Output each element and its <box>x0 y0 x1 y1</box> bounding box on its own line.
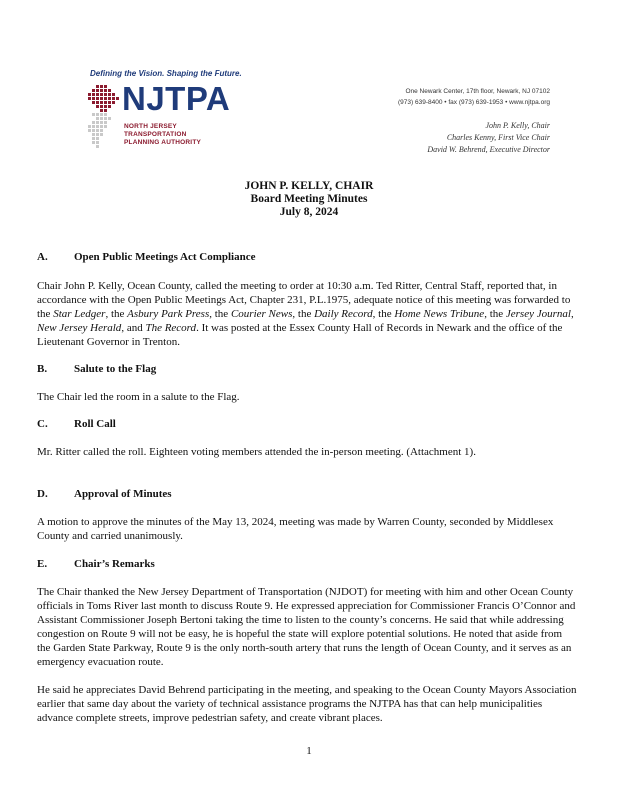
publication-name: Jersey Journal <box>505 308 571 320</box>
section-d-text: A motion to approve the minutes of the May 13, 2024, meeting was made by Warren County, seconded by Middlesex County and carried unanimously. <box>37 516 554 542</box>
publication-name: Star Ledger <box>53 308 106 320</box>
page-number: 1 <box>306 745 312 757</box>
section-c-text: Mr. Ritter called the roll. Eighteen voting members attended the in-person meeting. (Attachment 1). <box>37 446 476 458</box>
section-e-text-2: He said he appreciates David Behrend participating in the meeting, and speaking to the Ocean County Mayors Association earlier that same day about the variety of technical assistance programs the NJTPA has that can help municipalities advance complete streets, improve pedestrian safety, and create vibrant places. <box>37 684 577 724</box>
address-block <box>398 86 550 108</box>
officers-list <box>427 120 550 156</box>
section-letter: A. <box>37 251 48 263</box>
publication-name: The Record <box>145 322 197 334</box>
section-letter: B. <box>37 363 48 375</box>
publication-name: New Jersey Herald <box>37 322 122 334</box>
publication-name: Home News Tribune <box>394 308 485 320</box>
section-e-text-1: The Chair thanked the New Jersey Department of Transportation (NJDOT) for meeting with him and other Ocean County officials in Toms River last month to discuss Route 9. He expressed appreciation for Commissioner Francis O’Connor and Assistant Commissioner Joseph Bertoni taking the time to listen to the county’s concerns. He said that while addressing congestion on Route 9 will not be easy, he is hopeful the state will explore potential solutions. He noted that aside from the Garden State Parkway, Route 9 is the only north-south artery that runs the length of Ocean County, and it serves as an emergency evacuation route. <box>37 586 576 668</box>
logo-sub-line: TRANSPORTATION <box>124 131 187 138</box>
nj-map-logo-icon <box>84 83 124 155</box>
text-run: . It was posted at the Essex County Hall of Records in Newark and the office of the Lieutenant Governor in Trenton. <box>37 322 563 348</box>
section-a-text <box>37 279 577 349</box>
section-e-heading <box>37 558 155 570</box>
publication-name: Asbury Park Press <box>127 308 210 320</box>
logo-sub-line: PLANNING AUTHORITY <box>124 139 202 146</box>
section-title: Salute to the Flag <box>74 363 157 375</box>
text-run: Chair John P. Kelly, Ocean County, called the meeting to order at 10:30 a.m. Ted Ritter, Central Staff, reported that, in accordance with the Open Public Meetings Act, Chapter 231, P.L.1975, adequate notice of this meeting was forwarded to the <box>37 280 571 320</box>
njtpa-full-name <box>124 123 201 147</box>
text-run: , the <box>105 308 128 320</box>
section-a-heading <box>37 251 256 263</box>
section-letter: C. <box>37 418 48 430</box>
publication-name: Daily Record <box>314 308 373 320</box>
section-title: Roll Call <box>74 418 116 430</box>
text-run: , the <box>209 308 231 320</box>
section-letter: D. <box>37 488 48 500</box>
officer-executive-director: David W. Behrend, Executive Director <box>427 145 550 154</box>
section-b-heading <box>37 363 156 375</box>
text-run: , the <box>372 308 395 320</box>
section-title: Chair’s Remarks <box>74 558 155 570</box>
section-c-heading <box>37 418 116 430</box>
section-title: Approval of Minutes <box>74 488 172 500</box>
tagline: Defining the Vision. Shaping the Future. <box>90 69 242 78</box>
contact-line: (973) 639-8400 • fax (973) 639-1953 • www.njtpa.org <box>398 99 550 106</box>
officer-vice-chair: Charles Kenny, First Vice Chair <box>446 133 550 142</box>
header-chair: JOHN P. KELLY, CHAIR <box>244 180 374 192</box>
text-run: , and <box>121 322 146 334</box>
document-header <box>0 180 618 219</box>
publication-name: Courier News <box>230 308 293 320</box>
logo-sub-line: NORTH JERSEY <box>124 123 177 130</box>
text-run: , <box>570 308 574 320</box>
section-letter: E. <box>37 558 48 570</box>
header-date: July 8, 2024 <box>279 206 339 218</box>
njtpa-wordmark: NJTPA <box>122 80 231 117</box>
text-run: , the <box>484 308 506 320</box>
address-line: One Newark Center, 17th floor, Newark, NJ 07102 <box>405 88 550 95</box>
section-b-text: The Chair led the room in a salute to the Flag. <box>37 391 240 403</box>
officer-chair: John P. Kelly, Chair <box>485 121 550 130</box>
section-d-heading <box>37 488 172 500</box>
header-title: Board Meeting Minutes <box>250 193 368 205</box>
section-title: Open Public Meetings Act Compliance <box>74 251 256 263</box>
text-run: , the <box>292 308 315 320</box>
